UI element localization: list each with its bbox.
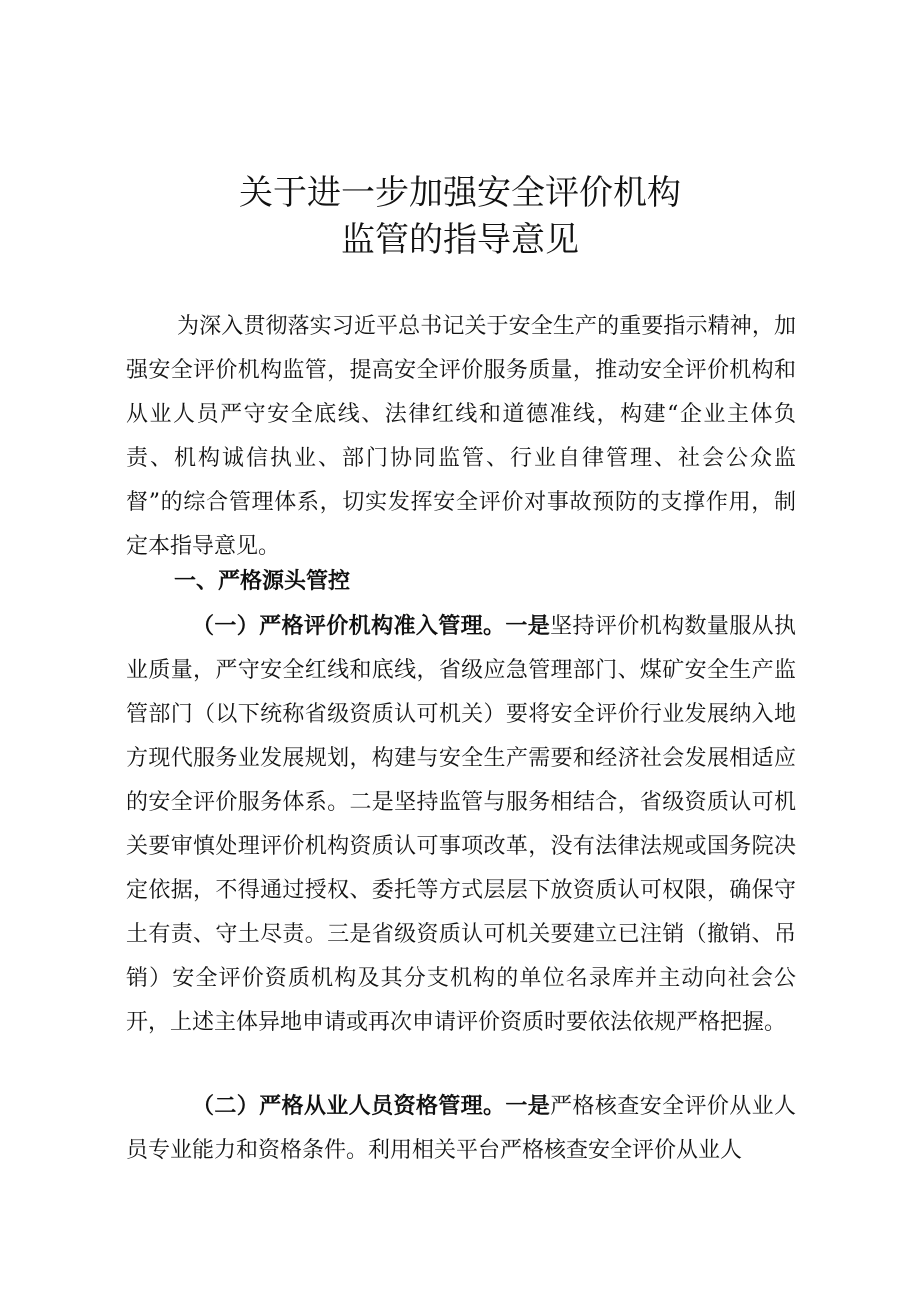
item2-label: （二）严格从业人员资格管理。	[192, 1094, 506, 1119]
item2-paragraph	[126, 1085, 796, 1173]
item1-lead: 一是	[505, 614, 551, 639]
item1-paragraph	[126, 605, 796, 1045]
item2-lead: 一是	[505, 1094, 551, 1119]
item1-text: 坚持评价机构数量服从执业质量，严守安全红线和底线，省级应急管理部门、煤矿安全生产监管部门（以下统称省级资质认可机关）要将安全评价行业发展纳入地方现代服务业发展规划，构建与安全生产需要和经济社会发展相适应的安全评价服务体系。二是坚持监管与服务相结合，省级资质认可机关要审慎处理评价机构资质认可事项改革，没有法律法规或国务院决定依据，不得通过授权、委托等方式层层下放资质认可权限，确保守土有责、守土尽责。三是省级资质认可机关要建立已注销（撤销、吊销）安全评价资质机构及其分支机构的单位名录库并主动向社会公开，上述主体异地申请或再次申请评价资质时要依法依规严格把握。	[126, 614, 796, 1035]
document-title-line2: 监管的指导意见	[341, 220, 579, 260]
document-title-line1: 关于进一步加强安全评价机构	[239, 173, 681, 213]
section1-heading: 一、严格源头管控	[174, 569, 351, 594]
intro-paragraph: 为深入贯彻落实习近平总书记关于安全生产的重要指示精神，加强安全评价机构监管，提高安全评价服务质量，推动安全评价机构和从业人员严守安全底线、法律红线和道德准线，构建“企业主体负责、机构诚信执业、部门协同监管、行业自律管理、社会公众监督”的综合管理体系，切实发挥安全评价对事故预防的支撑作用，制定本指导意见。	[126, 314, 796, 559]
item2-text: 严格核查安全评价从业人员专业能力和资格条件。利用相关平台严格核查安全评价从业人	[126, 1094, 796, 1163]
item1-label: （一）严格评价机构准入管理。	[192, 614, 506, 639]
